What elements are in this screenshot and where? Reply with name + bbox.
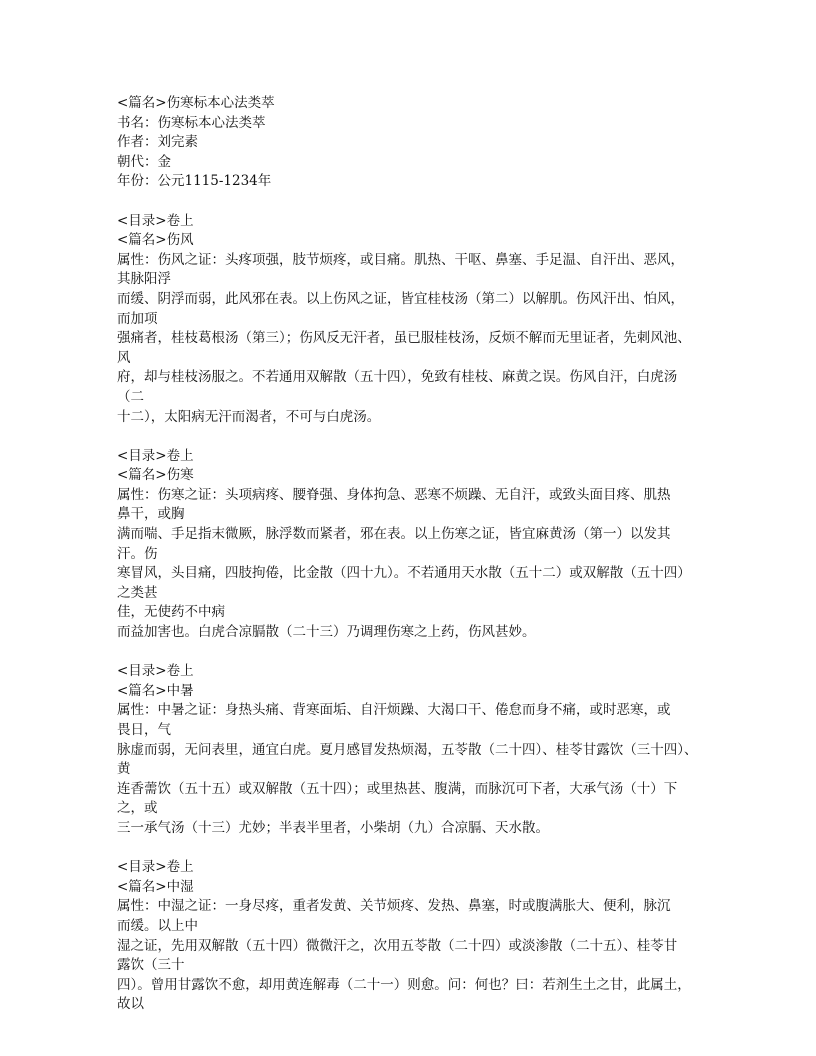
body-line: 府，却与桂枝汤服之。不若通用双解散（五十四），免致有桂枝、麻黄之误。伤风自汗，白虎汤: [117, 369, 678, 386]
author-line: 作者：刘完素: [117, 134, 198, 151]
section-shangfeng: [117, 212, 707, 428]
body-line: 强痛者，桂枝葛根汤（第三）；伤风反无汗者，虽已服桂枝汤，反烦不解而无里证者，先刺风池、: [117, 330, 691, 347]
body-line: 露饮（三十: [117, 957, 185, 974]
dynasty-line: 朝代：金: [117, 153, 171, 170]
spacer: [117, 192, 707, 212]
body-line: 属性：中湿之证：一身尽疼，重者发黄、关节烦疼、发热、鼻塞，时或腹满胀大、便利，脉沉: [117, 898, 671, 915]
body-line: 三一承气汤（十三）尤妙；半表半里者，小柴胡（九）合凉膈、天水散。: [117, 819, 549, 836]
catalog-line: <目录>卷上: [117, 212, 194, 229]
document-page: [117, 94, 707, 1015]
body-line: 满而喘、手足指末微厥，脉浮数而紧者，邪在表。以上伤寒之证，皆宜麻黄汤（第一）以发其: [117, 526, 671, 543]
spacer: [117, 839, 707, 859]
body-line: 而益加害也。白虎合凉膈散（二十三）乃调理伤寒之上药，伤风甚妙。: [117, 624, 536, 641]
body-line: 十二），太阳病无汗而渴者，不可与白虎汤。: [117, 408, 381, 425]
body-line: 之类甚: [117, 584, 158, 601]
body-line: 鼻干，或胸: [117, 506, 185, 523]
chapter-line: <篇名>中暑: [117, 682, 194, 699]
body-line: 故以: [117, 996, 144, 1013]
body-line: 而缓。以上中: [117, 917, 198, 934]
body-line: 而缓、阴浮而弱，此风邪在表。以上伤风之证，皆宜桂枝汤（第二）以解肌。伤风汗出、怕风，: [117, 290, 684, 307]
body-line: （二: [117, 388, 144, 405]
body-line: 风: [117, 349, 131, 366]
title-line: <篇名>伤寒标本心法类萃: [117, 95, 275, 111]
body-line: 其脉阳浮: [117, 271, 171, 288]
body-line: 汗。伤: [117, 545, 158, 562]
chapter-line: <篇名>伤寒: [117, 467, 194, 484]
body-line: 黄: [117, 761, 131, 778]
body-line: 脉虚而弱，无问表里，通宜白虎。夏月感冒发热烦渴，五苓散（二十四）、桂苓甘露饮（三十四）、: [117, 741, 698, 758]
book-name-line: 书名：伤寒标本心法类萃: [117, 114, 266, 131]
body-line: 寒冒风，头目痛，四肢拘倦，比金散（四十九）。不若通用天水散（五十二）或双解散（五十四）: [117, 565, 691, 582]
body-line: 属性：伤寒之证：头项病疼、腰脊强、身体拘急、恶寒不烦躁、无自汗，或致头面目疼、肌热: [117, 486, 671, 503]
catalog-line: <目录>卷上: [117, 859, 194, 876]
chapter-line: <篇名>中湿: [117, 878, 194, 895]
body-line: 属性：伤风之证：头疼项强，肢节烦疼，或目痛。肌热、干呕、鼻塞、手足温、自汗出、恶风，: [117, 251, 684, 268]
body-line: 之，或: [117, 800, 158, 817]
section-zhongshi: [117, 858, 707, 1015]
chapter-line: <篇名>伤风: [117, 232, 194, 249]
body-line: 佳，无使药不中病: [117, 604, 225, 621]
body-line: 连香薷饮（五十五）或双解散（五十四）；或里热甚、腹满，而脉沉可下者，大承气汤（十）下: [117, 780, 678, 797]
spacer: [117, 427, 707, 447]
year-line: 年份：公元1115-1234年: [117, 173, 272, 190]
spacer: [117, 643, 707, 663]
body-line: 属性：中暑之证：身热头痛、背寒面垢、自汗烦躁、大渴口干、倦怠而身不痛，或时恶寒，或: [117, 702, 671, 719]
body-line: 而加项: [117, 310, 158, 327]
catalog-line: <目录>卷上: [117, 447, 194, 464]
body-line: 四）。曾用甘露饮不愈，却用黄连解毒（二十一）则愈。问：何也？曰：若剂生土之甘，此属土，: [117, 976, 691, 993]
body-line: 湿之证，先用双解散（五十四）微微汗之，次用五苓散（二十四）或淡渗散（二十五）、桂苓甘: [117, 937, 678, 954]
catalog-line: <目录>卷上: [117, 663, 194, 680]
section-shanghan: [117, 447, 707, 643]
body-line: 畏日，气: [117, 722, 171, 738]
section-zhongshu: [117, 662, 707, 838]
